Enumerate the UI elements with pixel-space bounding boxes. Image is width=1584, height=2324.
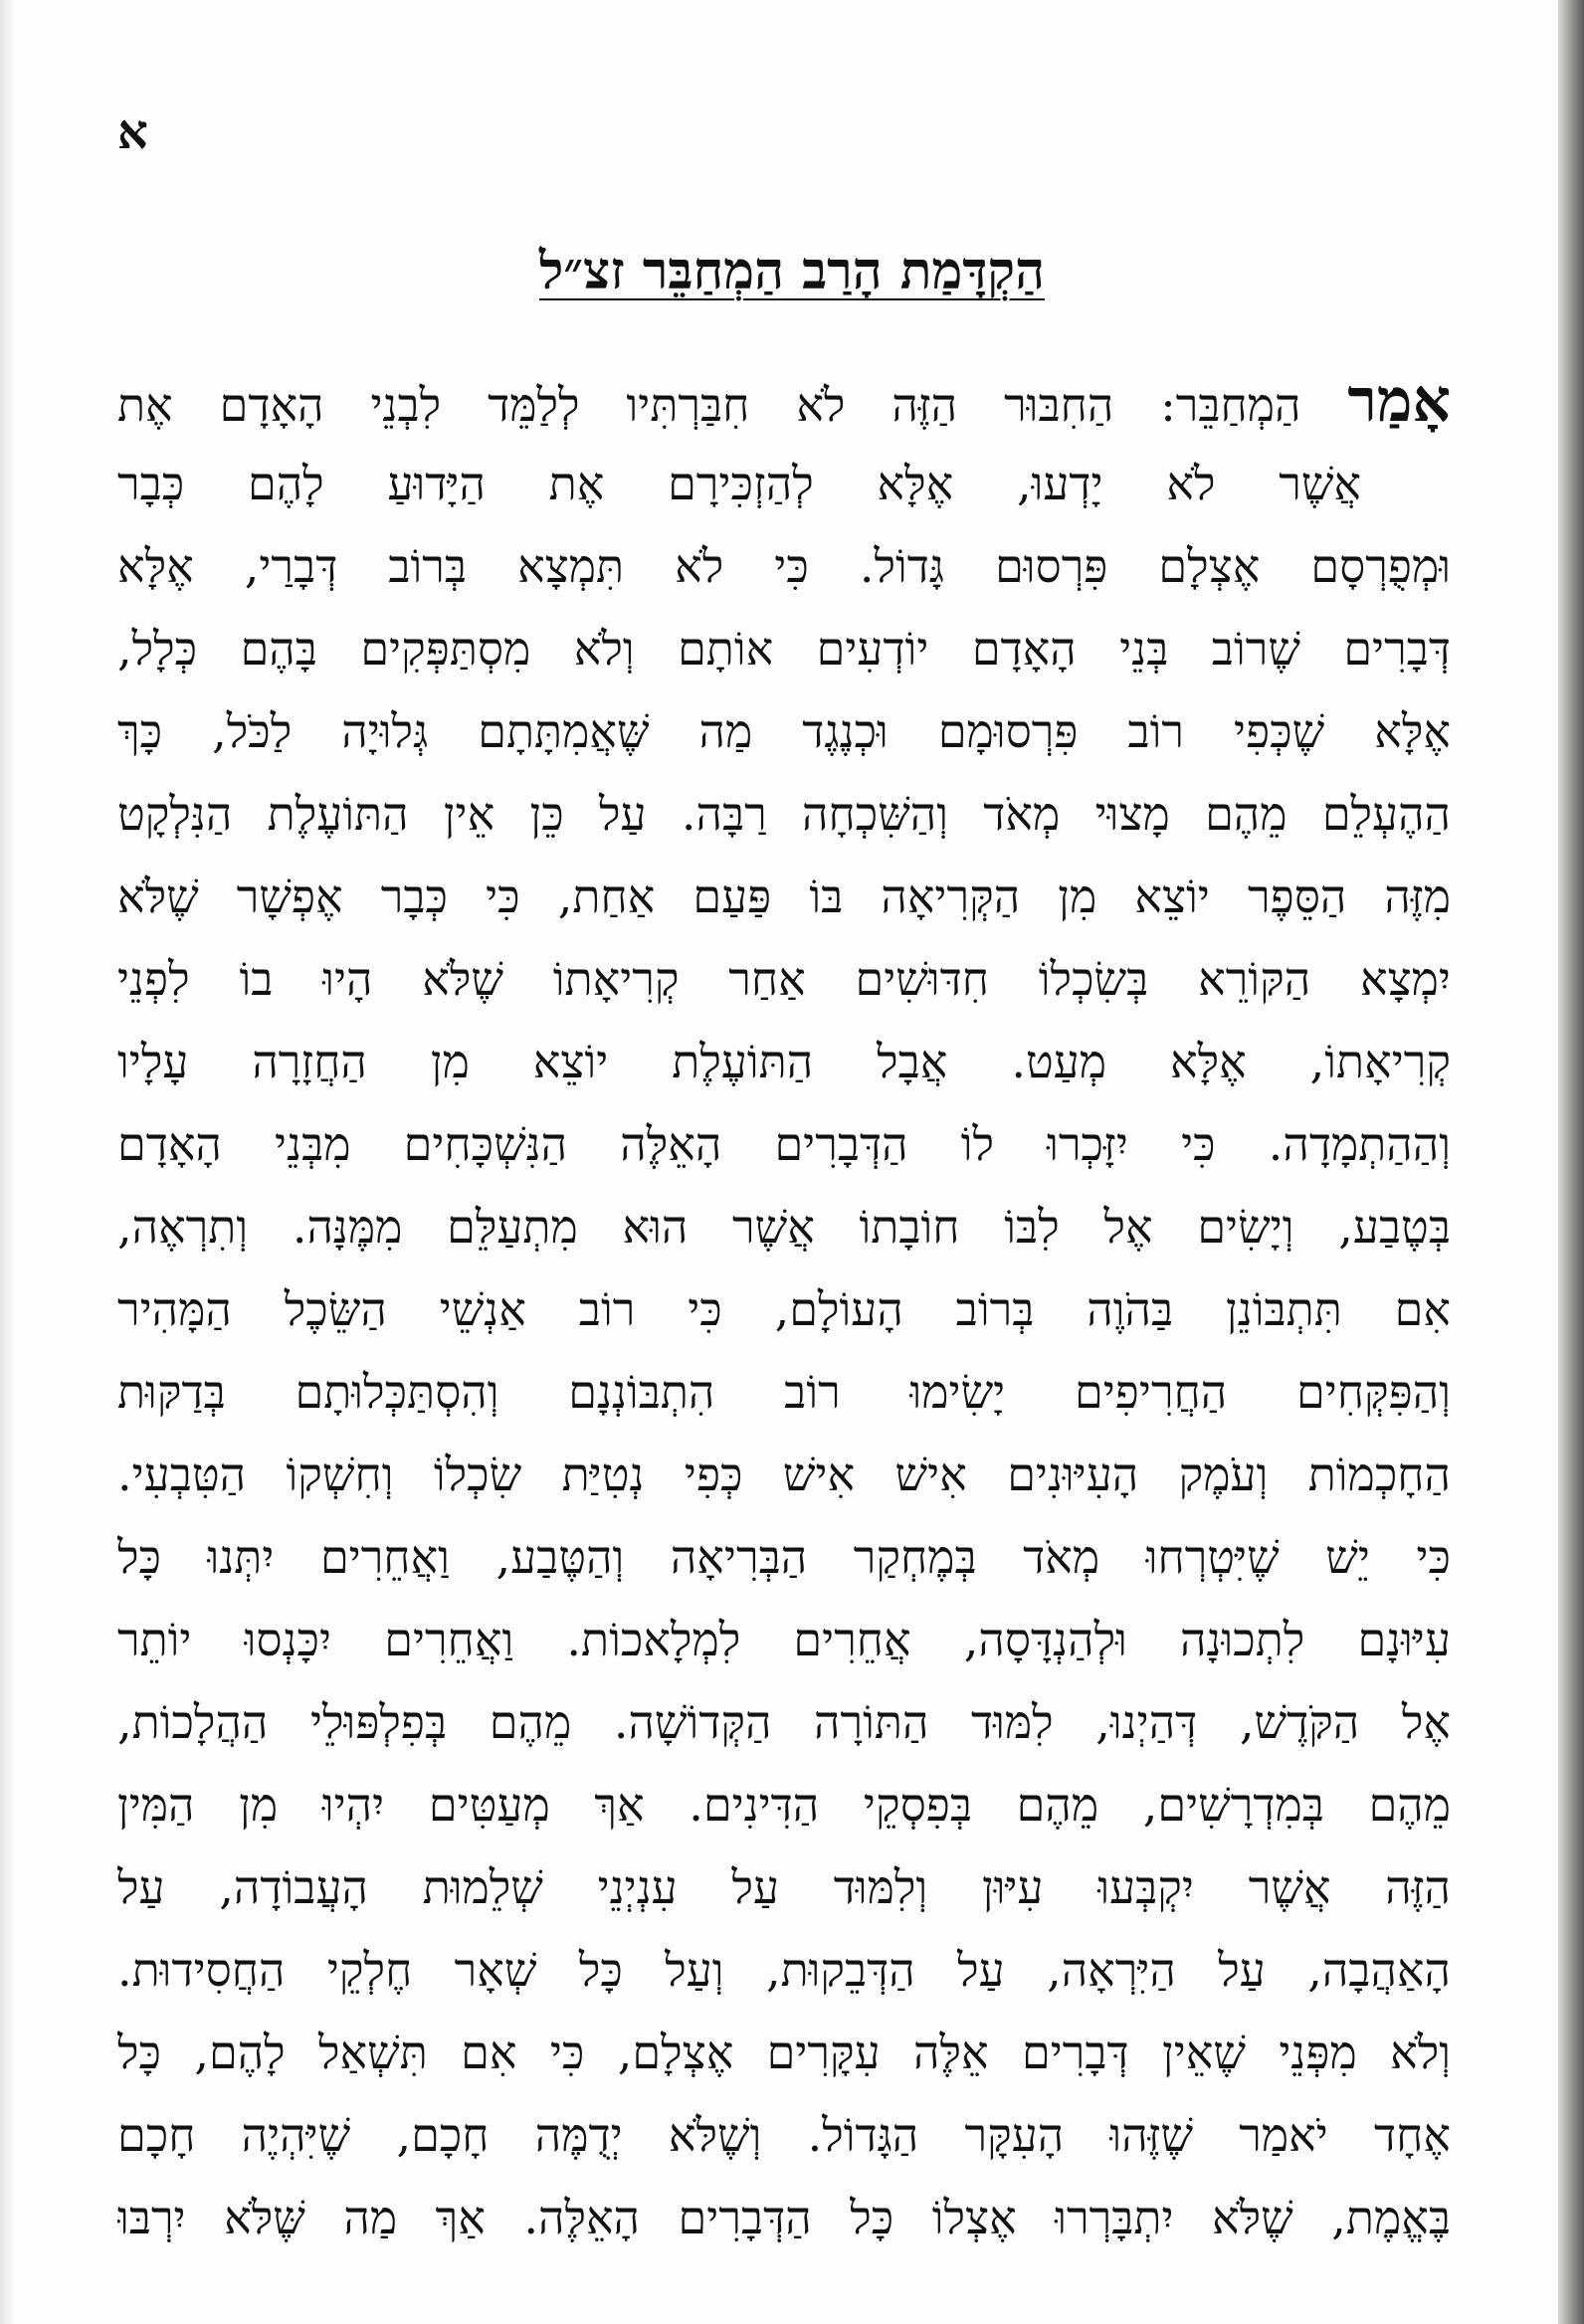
opening-word: אָמַר (1347, 366, 1451, 436)
text-line-content: אֲשֶׁר לֹא יָדְעוּ, אֶלָּא לְהַזְכִּירָם אֶת הַיָּדוּעַ לָהֶם כְּבָר (117, 457, 1361, 510)
text-line: אֶל הַקֹּדֶשׁ, דְּהַיְנוּ, לִמּוּד הַתּוֹרָה הַקְּדוֹשָׁה. מֵהֶם בְּפִלְפּוּלֵי הַהֲלָכוֹת, (117, 1695, 1451, 1749)
text-line: אֶלָּא שֶׁכְּפִי רוֹב פִּרְסוּמָם וּכְנֶגֶד מַה שֶּׁאֲמִתָּתָם גְּלוּיָה לַכֹּל, כָּךְ (117, 704, 1451, 758)
text-line: הַחָכְמוֹת וְעֹמֶק הָעִיּוּנִים אִישׁ אִישׁ כְּפִי נְטִיַּת שִׂכְלוֹ וְחִשְׁקוֹ הַטִּבְעִי. (117, 1448, 1451, 1501)
text-line: מֵהֶם בְּמִדְרָשִׁים, מֵהֶם בְּפִסְקֵי הַדִּינִים. אַךְ מְעַטִּים יִהְיוּ מִן הַמִּין (117, 1778, 1451, 1832)
text-line: הַהֶעְלֵם מֵהֶם מָצוּי מְאֹד וְהַשִּׁכְחָה רַבָּה. עַל כֵּן אֵין הַתּוֹעֶלֶת הַנִּלְקָט (117, 787, 1451, 841)
text-line: אִם תִּתְבּוֹנֵן בַּהֹוֶה בְּרוֹב הָעוֹלָם, כִּי רוֹב אַנְשֵׁי הַשֵּׂכֶל הַמָּהִיר (117, 1282, 1451, 1336)
text-line: קְרִיאָתוֹ, אֶלָּא מְעַט. אֲבָל הַתּוֹעֶלֶת יוֹצֵא מִן הַחֲזָרָה עָלָיו (117, 1035, 1451, 1088)
page-edge-left (0, 0, 14, 2324)
page-edge-right (1558, 0, 1584, 2324)
page-title: הַקְדָּמַת הָרַב הַמְחַבֵּר זצ״ל (538, 241, 1046, 301)
text-line: וְהַפִּקְּחִים הַחֲרִיפִים יָשִׂימוּ רוֹב הִתְבּוֹנְנָם וְהִסְתַּכְּלוּתָם בְּדַקּוּת (117, 1365, 1451, 1419)
text-line: הַזֶּה אֲשֶׁר יִקְבְּעוּ עִיּוּן וְלִמּוּד עַל עִנְיְנֵי שְׁלֵמוּת הָעֲבוֹדָה, עַל (117, 1860, 1451, 1914)
text-line: בֶּאֱמֶת, שֶׁלֹּא יִתְבָּרְרוּ אֶצְלוֹ כָּל הַדְּבָרִים הָאֵלֶּה. אַךְ מַה שֶּׁלֹּא יִרְבּוּ (117, 2191, 1451, 2244)
text-line: בְּטֶבַע, וְיָשִׂים אֶל לִבּוֹ חוֹבָתוֹ אֲשֶׁר הוּא מִתְעַלֵּם מִמֶּנָּה. וְתִרְאֶה, (117, 1200, 1451, 1254)
text-line: מִזֶּה הַסֵּפֶר יוֹצֵא מִן הַקְּרִיאָה בּוֹ פַּעַם אַחַת, כִּי כְּבָר אֶפְשָׁר שֶׁלֹּא (117, 870, 1451, 923)
text-line: יִמְצָא הַקּוֹרֵא בְּשִׂכְלוֹ חִדּוּשִׁים אַחַר קְרִיאָתוֹ שֶׁלֹּא הָיוּ בוֹ לִפְנֵי (117, 952, 1451, 1006)
text-line: וְלֹא מִפְּנֵי שֶׁאֵין דְּבָרִים אֵלֶּה עִקָּרִים אֶצְלָם, כִּי אִם תִּשְׁאַל לָהֶם, כָּל (117, 2026, 1451, 2079)
text-line: וְהַהַתְמָדָה. כִּי יִזָּכְרוּ לוֹ הַדְּבָרִים הָאֵלֶּה הַנִּשְׁכָּחִים מִבְּנֵי הָאָדָם (117, 1117, 1451, 1171)
text-line: עִיּוּנָם לִתְכוּנָה וּלְהַנְדָּסָה, אֲחֵרִים לִמְלָאכוֹת. וַאֲחֵרִים יִכָּנְסוּ יוֹתֵר (117, 1613, 1451, 1666)
text-line: וּמְפֻרְסָם אֶצְלָם פִּרְסוּם גָּדוֹל. כִּי לֹא תִּמְצָא בְּרוֹב דְּבָרַי, אֶלָּא (117, 539, 1451, 593)
text-line: הָאַהֲבָה, עַל הַיִּרְאָה, עַל הַדְּבֵקוּת, וְעַל כָּל שְׁאָר חֶלְקֵי הַחֲסִידוּת. (117, 1943, 1451, 1997)
body-text (117, 360, 1451, 2259)
page-number: א (117, 104, 148, 160)
text-line: כִּי יֵשׁ שֶׁיִּטְרְחוּ מְאֹד בְּמֶחְקַר הַבְּרִיאָה וְהַטֶּבַע, וַאֲחֵרִים יִתְּנוּ כָּל (117, 1530, 1451, 1584)
text-line: דְּבָרִים שֶׁרוֹב בְּנֵי הָאָדָם יוֹדְעִים אוֹתָם וְלֹא מִסְתַּפְּקִים בָּהֶם כְּלָל, (117, 622, 1451, 676)
text-line-content: הַמְחַבֵּר: הַחִבּוּר הַזֶּה לֹא חִבַּרְתִּיו לְלַמֵּד לִבְנֵי הָאָדָם אֶת (117, 378, 1301, 432)
text-line (117, 443, 1451, 525)
text-line (117, 360, 1451, 443)
text-line: אֶחָד יֹאמַר שֶׁזֶּהוּ הָעִקָּר הַגָּדוֹל. וְשֶׁלֹּא יְדֻמֶּה חָכָם, שֶׁיִּהְיֶה חָכָם (117, 2108, 1451, 2162)
